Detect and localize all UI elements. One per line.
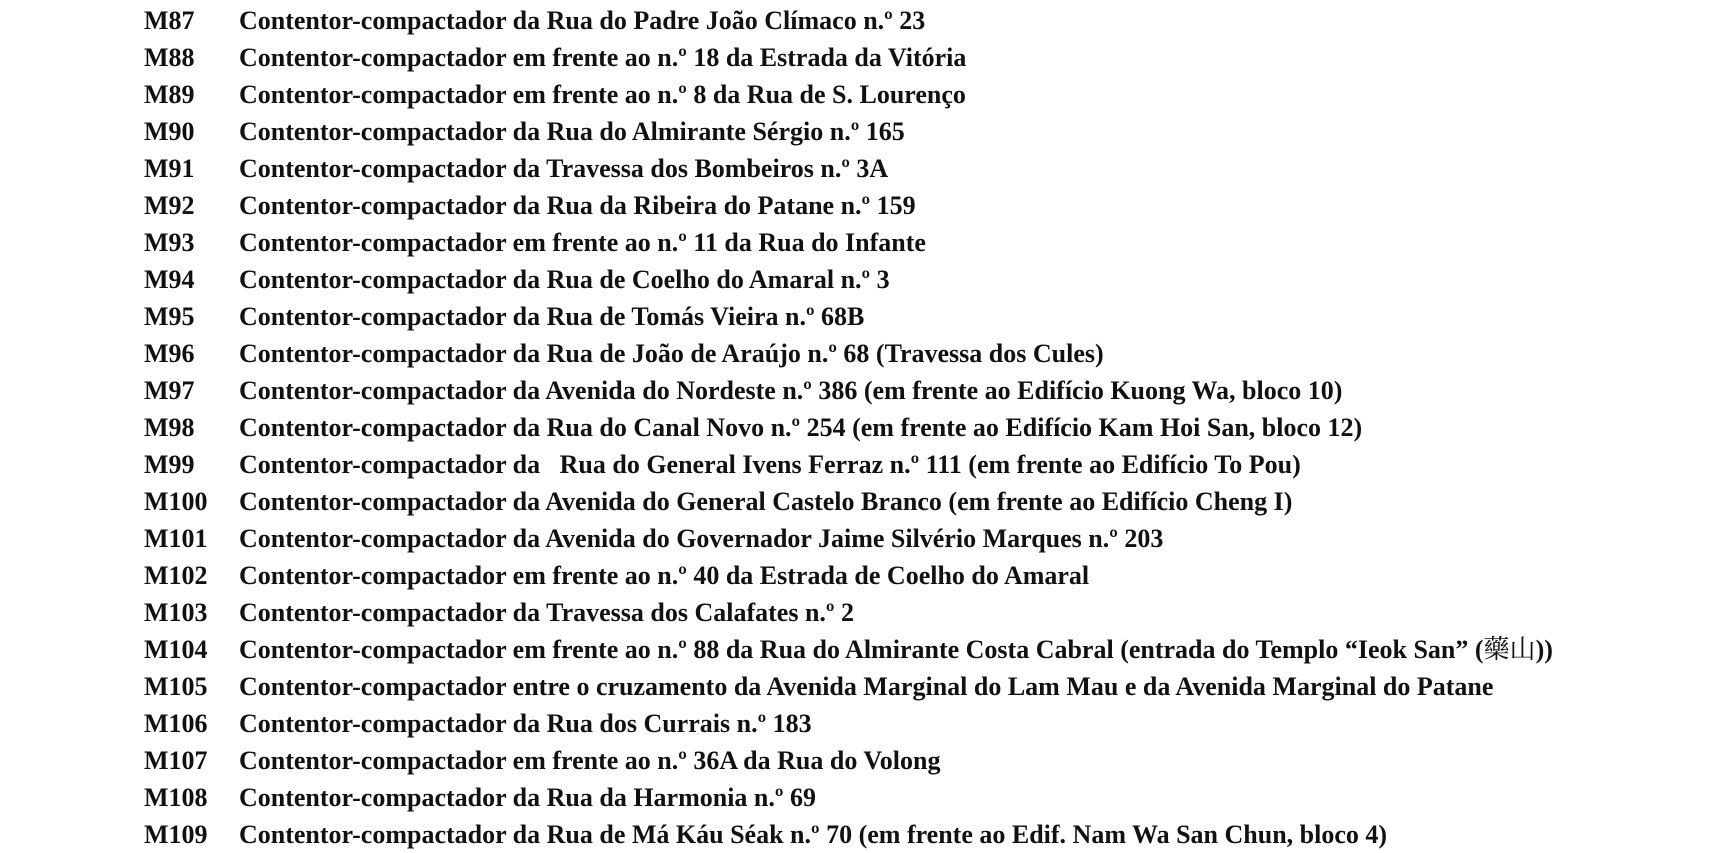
item-description: Contentor-compactador em frente ao n.º 36A da Rua do Volong xyxy=(239,746,941,775)
list-item xyxy=(0,298,1725,335)
item-description: Contentor-compactador da Avenida do Governador Jaime Silvério Marques n.º 203 xyxy=(239,524,1164,553)
list-item xyxy=(0,816,1725,853)
list-item xyxy=(0,446,1725,483)
item-description-tail: )) xyxy=(1535,635,1553,664)
list-item xyxy=(0,76,1725,113)
item-description: Contentor-compactador em frente ao n.º 40 da Estrada de Coelho do Amaral xyxy=(239,561,1090,590)
item-description: Contentor-compactador da Travessa dos Calafates n.º 2 xyxy=(239,598,854,627)
item-description: Contentor-compactador da Rua de João de Araújo n.º 68 (Travessa dos Cules) xyxy=(239,339,1104,368)
item-code: M88 xyxy=(144,43,195,72)
list-item xyxy=(0,261,1725,298)
item-code: M96 xyxy=(144,339,195,368)
item-code: M93 xyxy=(144,228,195,257)
item-description: Contentor-compactador da Rua de Má Káu Séak n.º 70 (em frente ao Edif. Nam Wa San Chun, bloco 4) xyxy=(239,820,1388,849)
item-code: M100 xyxy=(144,487,208,516)
item-description: Contentor-compactador da Rua de Coelho do Amaral n.º 3 xyxy=(239,265,890,294)
list-item xyxy=(0,557,1725,594)
item-description: Contentor-compactador da Rua da Harmonia n.º 69 xyxy=(239,783,816,812)
item-description-text: Contentor-compactador em frente ao n.º 88 da Rua do Almirante Costa Cabral (entrada do Templo “Ieok San” ( xyxy=(239,635,1484,664)
list-item xyxy=(0,520,1725,557)
item-code: M107 xyxy=(144,746,208,775)
item-code: M97 xyxy=(144,376,195,405)
item-description xyxy=(239,631,1553,669)
item-code: M87 xyxy=(144,6,195,35)
list-item xyxy=(0,705,1725,742)
list-item xyxy=(0,372,1725,409)
item-code: M90 xyxy=(144,117,195,146)
item-code: M102 xyxy=(144,561,208,590)
item-code: M99 xyxy=(144,450,195,479)
document-list xyxy=(0,2,1725,853)
list-item xyxy=(0,224,1725,261)
item-description: Contentor-compactador em frente ao n.º 18 da Estrada da Vitória xyxy=(239,43,967,72)
item-description: Contentor-compactador da Rua do Almirante Sérgio n.º 165 xyxy=(239,117,905,146)
item-description-cjk: 藥山 xyxy=(1483,635,1536,665)
item-code: M92 xyxy=(144,191,195,220)
item-code: M103 xyxy=(144,598,208,627)
item-description: Contentor-compactador em frente ao n.º 8 da Rua de S. Lourenço xyxy=(239,80,966,109)
list-item xyxy=(0,187,1725,224)
list-item xyxy=(0,742,1725,779)
item-code: M91 xyxy=(144,154,195,183)
list-item xyxy=(0,483,1725,520)
item-code: M108 xyxy=(144,783,208,812)
item-description: Contentor-compactador da Rua dos Currais n.º 183 xyxy=(239,709,812,738)
list-item xyxy=(0,39,1725,76)
item-code: M106 xyxy=(144,709,208,738)
item-code: M109 xyxy=(144,820,208,849)
list-item xyxy=(0,779,1725,816)
item-description: Contentor-compactador da Rua do General Ivens Ferraz n.º 111 (em frente ao Edifício To Pou) xyxy=(239,450,1301,479)
list-item xyxy=(0,668,1725,705)
item-description: Contentor-compactador da Avenida do Nordeste n.º 386 (em frente ao Edifício Kuong Wa, bloco 10) xyxy=(239,376,1343,405)
item-description: Contentor-compactador da Rua do Padre João Clímaco n.º 23 xyxy=(239,6,926,35)
item-description: Contentor-compactador da Travessa dos Bombeiros n.º 3A xyxy=(239,154,889,183)
item-code: M105 xyxy=(144,672,208,701)
item-description: Contentor-compactador entre o cruzamento da Avenida Marginal do Lam Mau e da Avenida Marginal do Patane xyxy=(239,672,1494,701)
list-item xyxy=(0,113,1725,150)
item-code: M101 xyxy=(144,524,208,553)
item-code: M104 xyxy=(144,635,208,664)
item-code: M98 xyxy=(144,413,195,442)
list-item xyxy=(0,594,1725,631)
list-item xyxy=(0,409,1725,446)
item-description: Contentor-compactador em frente ao n.º 11 da Rua do Infante xyxy=(239,228,926,257)
list-item xyxy=(0,2,1725,39)
item-description: Contentor-compactador da Rua da Ribeira do Patane n.º 159 xyxy=(239,191,916,220)
item-code: M95 xyxy=(144,302,195,331)
item-description: Contentor-compactador da Rua de Tomás Vieira n.º 68B xyxy=(239,302,865,331)
list-item xyxy=(0,335,1725,372)
item-code: M94 xyxy=(144,265,195,294)
list-item xyxy=(0,631,1725,668)
item-description: Contentor-compactador da Avenida do General Castelo Branco (em frente ao Edifício Cheng I) xyxy=(239,487,1293,516)
item-code: M89 xyxy=(144,80,195,109)
list-item xyxy=(0,150,1725,187)
item-description: Contentor-compactador da Rua do Canal Novo n.º 254 (em frente ao Edifício Kam Hoi San, bloco 12) xyxy=(239,413,1363,442)
